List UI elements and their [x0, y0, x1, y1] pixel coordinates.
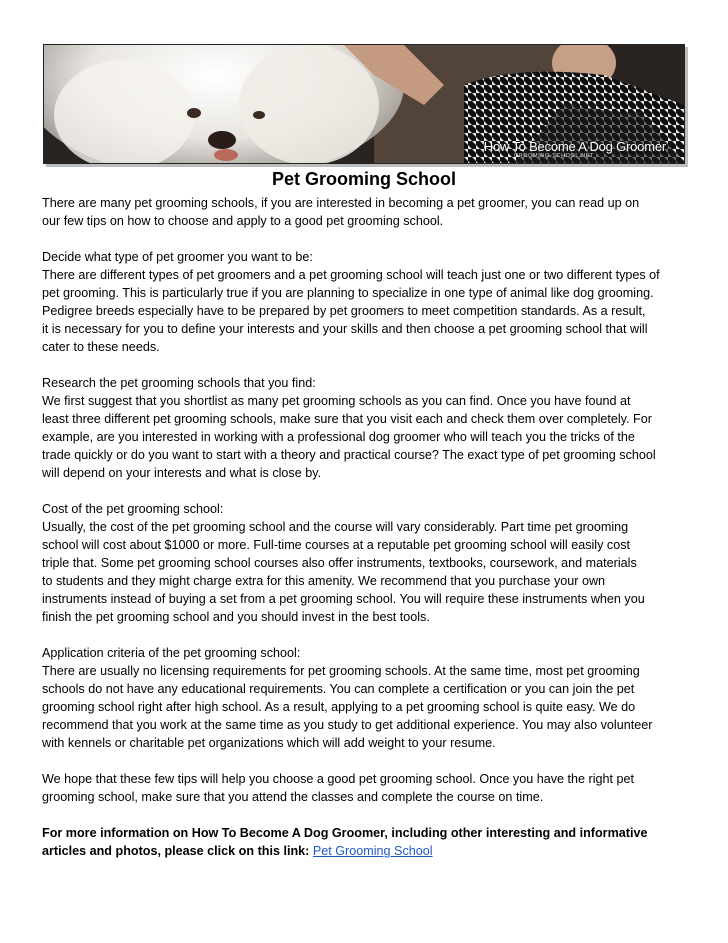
footer-more-info: For more information on How To Become A Dog Groomer, including other interesting and informative articles and photos, please click on this link: Pet Grooming School — [42, 826, 648, 858]
section-heading: Decide what type of pet groomer you want to be: — [42, 250, 313, 264]
pet-grooming-school-link[interactable]: Pet Grooming School — [312, 844, 433, 858]
footer-link-prefix: articles and photos, please click on this link: — [42, 844, 310, 858]
page-title: Pet Grooming School — [271, 169, 456, 189]
section-heading: Cost of the pet grooming school: — [42, 502, 224, 516]
section-heading: Research the pet grooming schools that you find: — [42, 376, 316, 390]
section-heading: Application criteria of the pet grooming school: — [42, 646, 301, 660]
paragraph-closing: We hope that these few tips will help you choose a good pet grooming school. Once you have the right pet grooming school, make sure that you attend the classes and complete the course on time. — [42, 772, 635, 804]
paragraph-intro: There are many pet grooming schools, if you are interested in becoming a pet groomer, you can read up on our few tips on how to choose and apply to a good pet grooming school. — [42, 196, 640, 228]
paragraph-research: Research the pet grooming schools that you find: We first suggest that you shortlist as many pet grooming schools as you can find. Once you have found at least three different pet grooming schools, make sure that you visit each and check them over completely. For example, are you interested in working with a professional dog groomer who will teach you the tricks of the trade quickly or do you want to start with a theory and practical course? The exact type of pet grooming school will depend on your interests and what is close by. — [42, 374, 692, 482]
paragraph-cost: Cost of the pet grooming school: Usually, the cost of the pet grooming school and the course will vary considerably. Part time pet grooming school will cost about $1000 or more. Full-time courses at a reputable pet grooming school will easily cost triple that. Some pet grooming school courses also offer instruments, textbooks, coursework, and materials to students and they might charge extra for this amenity. We recommend that you purchase your own instruments instead of buying a set from a pet grooming school. You will require these instruments when you finish the pet grooming school and you should invest in the best tools. — [42, 500, 692, 626]
paragraph-criteria: Application criteria of the pet grooming school: There are usually no licensing requirements for pet grooming schools. At the same time, most pet grooming schools do not have any educational requirements. You can complete a certification or you can join the pet grooming school right after high school. As a result, applying to a pet grooming school is quite easy. We do recommend that you work at the same time as you study to get additional experience. You may also volunteer with kennels or charitable pet organizations which will add weight to your resume. — [42, 644, 692, 752]
header-banner-image — [43, 44, 685, 164]
article-body — [42, 194, 692, 878]
banner-title: How To Become A Dog Groomer — [483, 139, 666, 154]
banner-subtitle: GROOMING-SCHOOL.NET — [513, 153, 594, 159]
paragraph-decide: Decide what type of pet groomer you want to be: There are different types of pet groomers and a pet grooming school will teach just one or two different types of pet grooming. This is particularly true if you are planning to specialize in one type of animal like dog grooming. Pedigree breeds especially have to be prepared by pet groomers to meet competition standards. As a result, it is necessary for you to define your interests and your skills and then choose a pet grooming school that will cater to these needs. — [42, 248, 692, 356]
